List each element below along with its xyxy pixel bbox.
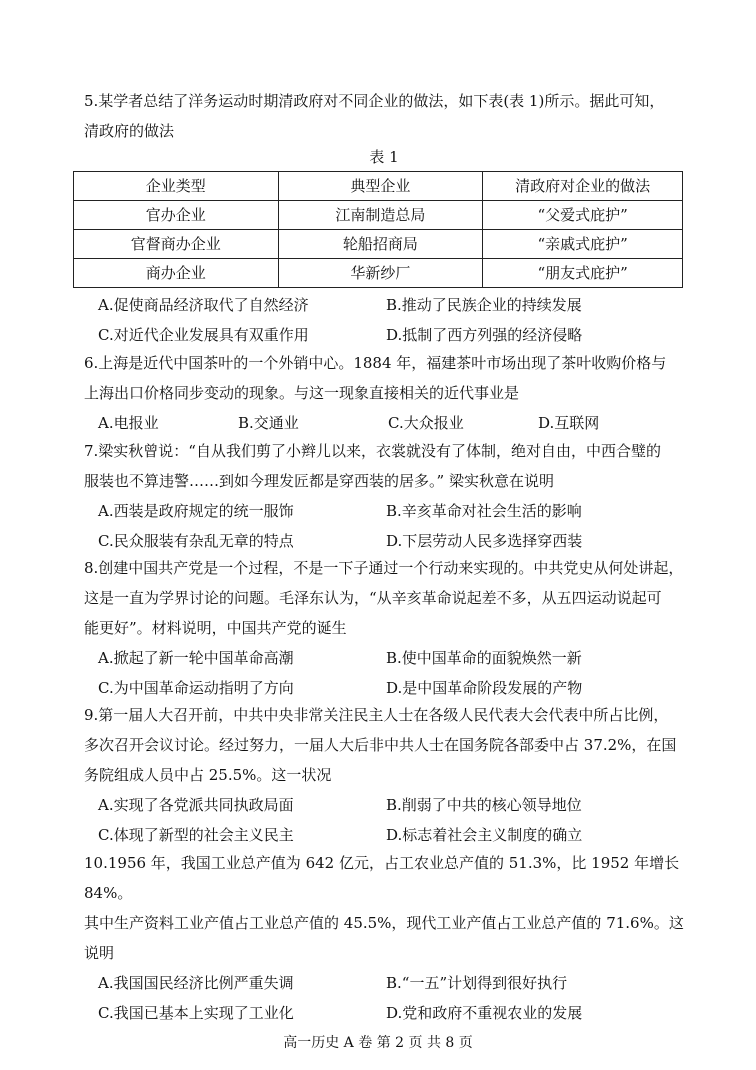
- option-row: [84, 820, 684, 850]
- table-header-cell: 典型企业: [278, 172, 483, 201]
- option-b: B.推动了民族企业的持续发展: [386, 296, 582, 314]
- table-cell: “朋友式庇护”: [483, 259, 683, 288]
- option-c: C.体现了新型的社会主义民主: [98, 826, 294, 844]
- option-row: [84, 643, 684, 673]
- question-6-stem-line-2: 上海出口价格同步变动的现象。与这一现象直接相关的近代事业是: [84, 384, 520, 402]
- option-d: D.互联网: [538, 414, 600, 432]
- option-a: A.我国国民经济比例严重失调: [98, 974, 294, 992]
- question-7-stem-line-2: 服装也不算违警……到如今理发匠都是穿西装的居多。” 梁实秋意在说明: [84, 472, 554, 490]
- table-cell: 官办企业: [74, 201, 279, 230]
- option-c: C.民众服装有杂乱无章的特点: [98, 532, 294, 550]
- option-a: A.实现了各党派共同执政局面: [98, 796, 294, 814]
- option-a: A.掀起了新一轮中国革命高潮: [98, 649, 294, 667]
- question-10-stem-line-2: 其中生产资料工业产值占工业总产值的 45.5%，现代工业产值占工业总产值的 71.6%。这: [84, 914, 684, 932]
- question-8-stem-line-3: 能更好”。材料说明，中国共产党的诞生: [84, 619, 347, 637]
- option-row: [84, 790, 684, 820]
- option-b: B.辛亥革命对社会生活的影响: [386, 502, 582, 520]
- question-5-stem-line-2: 清政府的做法: [84, 122, 175, 140]
- question-8-stem-line-1: 8.创建中国共产党是一个过程，不是一下子通过一个行动来实现的。中共党史从何处讲起，: [84, 559, 684, 577]
- table-header-cell: 清政府对企业的做法: [483, 172, 683, 201]
- option-c: C.我国已基本上实现了工业化: [98, 1004, 294, 1022]
- option-b: B.“一五”计划得到很好执行: [386, 974, 568, 992]
- table-cell: “亲戚式庇护”: [483, 230, 683, 259]
- question-8: [84, 553, 684, 703]
- table-row: [74, 230, 683, 259]
- question-8-stem-line-2: 这是一直为学界讨论的问题。毛泽东认为，“从辛亥革命说起差不多，从五四运动说起可: [84, 589, 662, 607]
- question-9-stem-line-1: 9.第一届人大召开前，中共中央非常关注民主人士在各级人民代表大会代表中所占比例，: [84, 706, 669, 724]
- table-cell: 华新纱厂: [278, 259, 483, 288]
- question-10-stem-line-1: 10.1956 年，我国工业总产值为 642 亿元，占工农业总产值的 51.3%，比 1952 年增长 84%。: [84, 854, 680, 902]
- table-cell: 江南制造总局: [278, 201, 483, 230]
- table-header-row: [74, 172, 683, 201]
- option-b: B.交通业: [238, 414, 299, 432]
- option-d: D.标志着社会主义制度的确立: [386, 826, 583, 844]
- option-a: A.促使商品经济取代了自然经济: [98, 296, 309, 314]
- question-6-stem-line-1: 6.上海是近代中国茶叶的一个外销中心。1884 年，福建茶叶市场出现了茶叶收购价格与: [84, 354, 667, 372]
- table-cell: “父爱式庇护”: [483, 201, 683, 230]
- question-10-stem-line-3: 说明: [84, 944, 115, 962]
- option-d: D.党和政府不重视农业的发展: [386, 1004, 583, 1022]
- table-cell: 商办企业: [74, 259, 279, 288]
- table-header-cell: 企业类型: [74, 172, 279, 201]
- table-row: [74, 259, 683, 288]
- question-5-stem-line-1: 5.某学者总结了洋务运动时期清政府对不同企业的做法，如下表(表 1)所示。据此可知，: [84, 92, 665, 110]
- option-d: D.抵制了西方列强的经济侵略: [386, 326, 583, 344]
- option-b: B.使中国革命的面貌焕然一新: [386, 649, 582, 667]
- question-7-stem-line-1: 7.梁实秋曾说：“自从我们剪了小辫儿以来，衣裳就没有了体制，绝对自由，中西合璧的: [84, 442, 661, 460]
- option-row: [84, 408, 684, 438]
- option-row: [84, 496, 684, 526]
- table-row: [74, 201, 683, 230]
- table-1: [73, 171, 683, 288]
- question-5: [84, 86, 684, 146]
- option-a: A.电报业: [98, 414, 159, 432]
- table-1-title: 表 1: [369, 148, 399, 166]
- option-row: [84, 290, 684, 320]
- question-10: [84, 848, 684, 1028]
- option-b: B.削弱了中共的核心领导地位: [386, 796, 582, 814]
- option-row: [84, 673, 684, 703]
- option-row: [84, 998, 684, 1028]
- question-5-options: [84, 290, 684, 350]
- question-9: [84, 700, 684, 850]
- option-row: [84, 320, 684, 350]
- option-a: A.西装是政府规定的统一服饰: [98, 502, 294, 520]
- option-row: [84, 968, 684, 998]
- table-cell: 官督商办企业: [74, 230, 279, 259]
- table-cell: 轮船招商局: [278, 230, 483, 259]
- option-row: [84, 526, 684, 556]
- question-6: [84, 348, 684, 438]
- question-7: [84, 436, 684, 556]
- option-c: C.为中国革命运动指明了方向: [98, 679, 294, 697]
- option-c: C.对近代企业发展具有双重作用: [98, 326, 309, 344]
- option-c: C.大众报业: [388, 414, 464, 432]
- question-9-stem-line-2: 多次召开会议讨论。经过努力，一届人大后非中共人士在国务院各部委中占 37.2%，在国: [84, 736, 677, 754]
- question-9-stem-line-3: 务院组成人员中占 25.5%。这一状况: [84, 766, 332, 784]
- page-footer: 高一历史 A 卷 第 2 页 共 8 页: [283, 1035, 473, 1051]
- option-d: D.是中国革命阶段发展的产物: [386, 679, 583, 697]
- option-d: D.下层劳动人民多选择穿西装: [386, 532, 583, 550]
